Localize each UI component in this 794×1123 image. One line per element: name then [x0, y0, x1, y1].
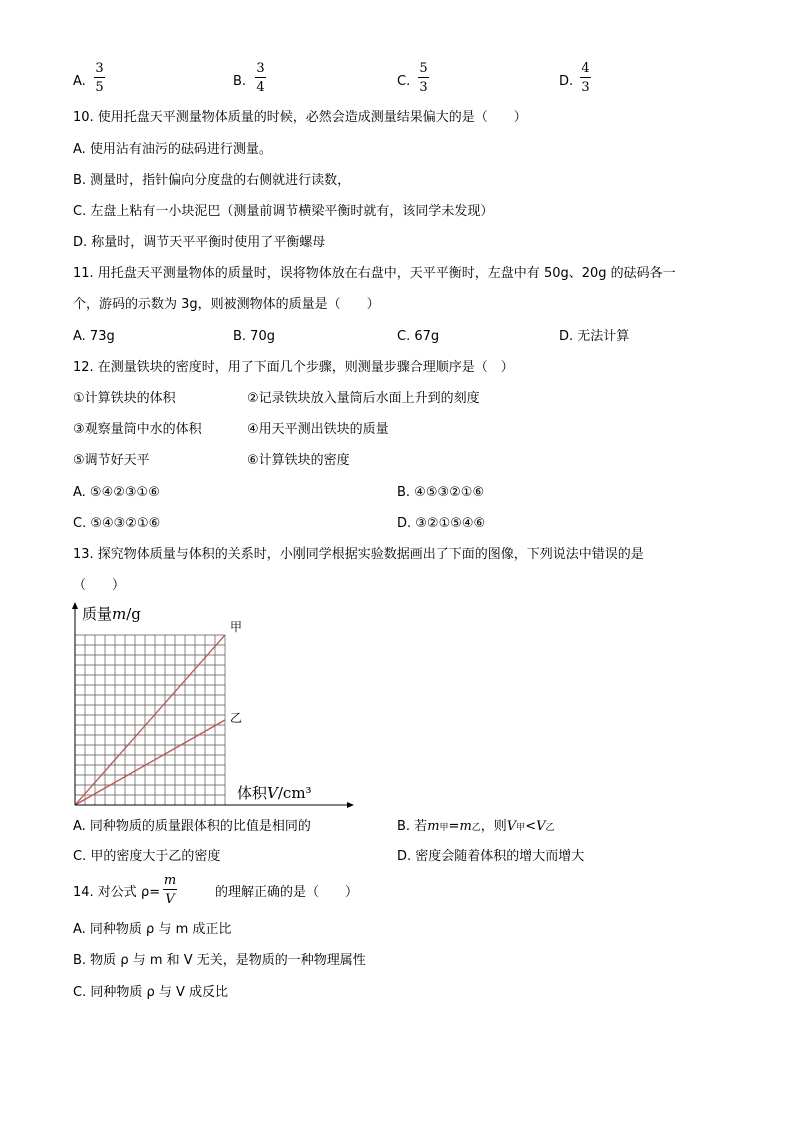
q14-option-c: C. 同种物质 ρ 与 V 成反比	[73, 985, 229, 1000]
series-label-yi: 乙	[230, 711, 243, 725]
q9-option-a-letter: A.	[73, 74, 86, 89]
q12-step-2: ②记录铁块放入量筒后水面上升到的刻度	[247, 391, 480, 406]
q13-option-b-eq: =	[448, 819, 460, 834]
q12-step-4: ④用天平测出铁块的质量	[247, 422, 389, 437]
q11-option-c: C. 67g	[397, 329, 440, 344]
numerator: m	[163, 873, 177, 888]
numerator: 4	[581, 61, 590, 76]
q10-option-c: C. 左盘上粘有一小块泥巴（测量前调节横梁平衡时就有，该同学未发现）	[73, 204, 494, 219]
mass-volume-chart	[60, 600, 360, 815]
q13-option-c: C. 甲的密度大于乙的密度	[73, 849, 221, 864]
denominator: 3	[581, 80, 590, 95]
q10-stem: 10. 使用托盘天平测量物体质量的时候，必然会造成测量结果偏大的是（ ）	[73, 110, 527, 125]
fraction-bar	[163, 889, 177, 890]
q12-option-d: D. ③②①⑤④⑥	[397, 516, 486, 531]
q13-option-a: A. 同种物质的质量跟体积的比值是相同的	[73, 819, 311, 834]
q12-step-1: ①计算铁块的体积	[73, 391, 176, 406]
q11-option-d: D. 无法计算	[559, 329, 630, 344]
q13-option-b-v2: V	[536, 819, 546, 834]
q9-option-b-letter: B.	[233, 74, 247, 89]
q9-option-d-letter: D.	[559, 74, 574, 89]
q12-option-c: C. ⑤④③②①⑥	[73, 516, 161, 531]
x-axis-label-prefix: 体积	[237, 784, 268, 802]
q13-option-b-m2: m	[459, 819, 472, 834]
q14-option-b: B. 物质 ρ 与 m 和 V 无关，是物质的一种物理属性	[73, 953, 366, 968]
fraction-bar	[418, 77, 429, 78]
q12-step-6: ⑥计算铁块的密度	[247, 453, 350, 468]
q11-option-a: A. 73g	[73, 329, 115, 344]
q12-option-b: B. ④⑤③②①⑥	[397, 485, 485, 500]
series-line-yi	[75, 720, 225, 805]
q11-stem-line2: 个，游码的示数为 3g，则被测物体的质量是（ ）	[73, 297, 380, 312]
q12-step-3: ③观察量筒中水的体积	[73, 422, 202, 437]
q12-option-a: A. ⑤④②③①⑥	[73, 485, 160, 500]
x-axis-label-var: V	[267, 784, 278, 802]
y-axis-label-prefix: 质量	[82, 605, 113, 623]
y-axis-label	[82, 605, 141, 623]
q13-option-b-prefix: B. 若	[397, 819, 428, 834]
q12-stem: 12. 在测量铁块的密度时，用了下面几个步骤，则测量步骤合理顺序是（ ）	[73, 360, 514, 375]
q13-option-d: D. 密度会随着体积的增大而增大	[397, 849, 585, 864]
q13-option-b	[397, 820, 555, 833]
numerator: 3	[95, 61, 104, 76]
q13-stem-line2: （ ）	[73, 578, 126, 593]
q9-option-c-letter: C.	[397, 74, 411, 89]
fraction-bar	[580, 77, 591, 78]
q10-option-a: A. 使用沾有油污的砝码进行测量。	[73, 142, 272, 157]
q13-option-b-m: m	[427, 819, 440, 834]
denominator: 4	[256, 80, 265, 95]
q9-option-b-fraction	[255, 62, 266, 94]
q10-option-b: B. 测量时，指针偏向分度盘的右侧就进行读数，	[73, 173, 351, 188]
q9-option-d-fraction	[580, 62, 591, 94]
q13-option-b-v: V	[506, 819, 517, 834]
q9-option-a-fraction	[94, 62, 105, 94]
y-axis-label-unit: /g	[126, 605, 141, 623]
q13-option-b-lt: <	[525, 819, 537, 834]
q14-formula-fraction	[163, 874, 177, 906]
q13-option-b-sub: 甲	[516, 823, 526, 833]
q13-option-b-mid: ，则	[480, 819, 507, 834]
q10-option-d: D. 称量时，调节天平平衡时使用了平衡螺母	[73, 235, 326, 250]
y-axis-arrow	[72, 602, 78, 609]
x-axis-arrow	[347, 802, 354, 808]
denominator: V	[165, 892, 175, 907]
fraction-bar	[94, 77, 105, 78]
numerator: 5	[419, 61, 428, 76]
denominator: 5	[95, 80, 104, 95]
x-axis-label-unit: /cm³	[277, 784, 312, 802]
series-label-jia: 甲	[230, 620, 243, 634]
fraction-bar	[255, 77, 266, 78]
q14-stem-prefix: 14. 对公式 ρ=	[73, 885, 161, 900]
q13-option-b-sub: 甲	[439, 823, 449, 833]
q11-option-b: B. 70g	[233, 329, 275, 344]
q13-option-b-sub: 乙	[545, 823, 555, 833]
q14-option-a: A. 同种物质 ρ 与 m 成正比	[73, 922, 232, 937]
numerator: 3	[256, 61, 265, 76]
q13-option-b-sub: 乙	[471, 823, 481, 833]
q13-stem-line1: 13. 探究物体质量与体积的关系时，小刚同学根据实验数据画出了下面的图像，下列说法中错误的是	[73, 547, 644, 562]
series-line-jia	[75, 635, 225, 805]
q12-step-5: ⑤调节好天平	[73, 453, 150, 468]
y-axis-label-var: m	[112, 605, 127, 623]
x-axis-label	[237, 784, 312, 802]
chart-series	[75, 635, 225, 805]
q14-stem-suffix: 的理解正确的是（ ）	[215, 885, 359, 900]
denominator: 3	[419, 80, 428, 95]
q11-stem-line1: 11. 用托盘天平测量物体的质量时，误将物体放在右盘中，天平平衡时，左盘中有 50g、20g 的砝码各一	[73, 266, 676, 281]
q9-option-c-fraction	[418, 62, 429, 94]
